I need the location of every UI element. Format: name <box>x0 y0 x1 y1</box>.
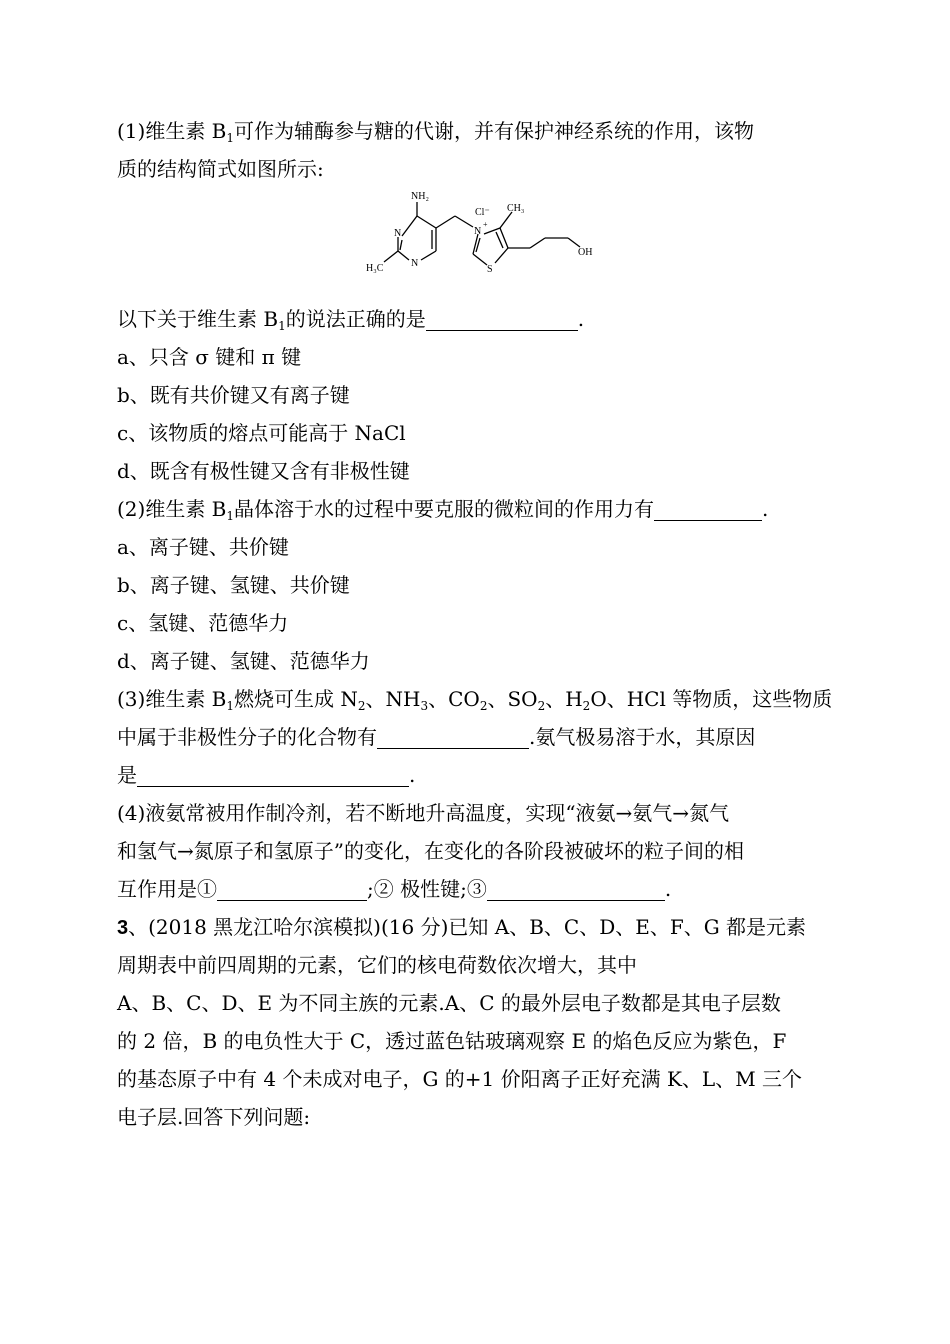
part4-line2: 和氢气→氮原子和氢原子”的变化，在变化的各阶段被破坏的粒子间的相 <box>117 839 744 863</box>
text: 是 <box>117 763 137 787</box>
subscript: 2 <box>582 699 591 713</box>
text: 互作用是① <box>117 877 217 901</box>
part1-question <box>117 300 837 338</box>
thiazole-n-label: N <box>474 226 482 237</box>
option: a、只含 σ 键和 π 键 <box>117 345 302 369</box>
text: . <box>577 307 585 331</box>
pyrimidine-n2-label: N <box>411 258 419 269</box>
text: . <box>409 763 416 787</box>
h3c-label: H₃C <box>366 263 384 274</box>
option: b、离子键、氢键、共价键 <box>117 573 350 597</box>
text: 可作为辅酶参与糖的代谢，并有保护神经系统的作用，该物 <box>234 119 755 143</box>
answer-blank[interactable] <box>377 726 529 749</box>
part3-line3 <box>117 756 837 794</box>
text: (3)维生素 B <box>117 687 227 711</box>
document-page <box>117 112 837 1136</box>
text: O、HCl 等物质，这些物质 <box>590 687 833 711</box>
text: 燃烧可生成 N <box>234 687 358 711</box>
text: . <box>762 497 769 521</box>
question-number: 3 <box>117 917 129 939</box>
option: d、离子键、氢键、范德华力 <box>117 649 370 673</box>
q3-line2: 周期表中前四周期的元素，它们的核电荷数依次增大，其中 <box>117 953 637 977</box>
answer-blank[interactable] <box>487 878 665 901</box>
subscript: 3 <box>420 699 429 713</box>
subscript: 2 <box>479 699 488 713</box>
part1-line2: 质的结构简式如图所示: <box>117 157 324 181</box>
part1-line1 <box>117 112 837 150</box>
subscript: 1 <box>226 699 235 713</box>
nh2-label: NH₂ <box>411 191 429 202</box>
option: b、既有共价键又有离子键 <box>117 383 350 407</box>
part2-question <box>117 490 837 528</box>
text: (1)维生素 B <box>117 119 227 143</box>
ch3-label: CH₃ <box>507 203 525 214</box>
sulfur-label: S <box>487 264 493 275</box>
text: .氨气极易溶于水，其原因 <box>529 725 756 749</box>
q3-line1 <box>117 908 837 946</box>
subscript: 1 <box>278 319 286 333</box>
option: c、氢键、范德华力 <box>117 611 289 635</box>
q3-line5: 的基态原子中有 4 个未成对电子，G 的+1 价阳离子正好充满 K、L、M 三个 <box>117 1067 803 1091</box>
q3-line3: A、B、C、D、E 为不同主族的元素.A、C 的最外层电子数都是其电子层数 <box>117 991 781 1015</box>
q3-line4: 的 2 倍，B 的电负性大于 C，透过蓝色钴玻璃观察 E 的焰色反应为紫色，F <box>117 1029 787 1053</box>
text: 、CO <box>428 687 480 711</box>
text: 中属于非极性分子的化合物有 <box>117 725 377 749</box>
subscript: 2 <box>357 699 366 713</box>
text: 、H <box>545 687 583 711</box>
thiamine-structure-figure <box>117 188 837 300</box>
chloride-label: Cl⁻ <box>475 207 490 218</box>
subscript: 1 <box>226 131 235 145</box>
subscript: 2 <box>537 699 546 713</box>
option: d、既含有极性键又含有非极性键 <box>117 459 410 483</box>
text: 、NH <box>365 687 421 711</box>
text: ;② 极性键;③ <box>367 877 487 901</box>
option: a、离子键、共价键 <box>117 535 289 559</box>
text: 、SO <box>487 687 538 711</box>
answer-blank[interactable] <box>217 878 367 901</box>
text: 的说法正确的是 <box>285 307 426 331</box>
text: 以下关于维生素 B <box>117 307 279 331</box>
pyrimidine-n1-label: N <box>394 228 402 239</box>
q3-line6: 电子层.回答下列问题: <box>117 1105 311 1129</box>
part4-line1: (4)液氨常被用作制冷剂，若不断地升高温度，实现“液氨→氨气→氮气 <box>117 801 730 825</box>
text: (2)维生素 B <box>117 497 227 521</box>
oh-label: OH <box>578 247 593 258</box>
part3-line2 <box>117 718 837 756</box>
answer-blank[interactable] <box>654 498 762 521</box>
part3-line1 <box>117 680 837 718</box>
answer-blank[interactable] <box>137 764 409 787</box>
text: 、(2018 黑龙江哈尔滨模拟)(16 分)已知 A、B、C、D、E、F、G 都是元素 <box>128 915 807 939</box>
text: . <box>664 877 672 901</box>
option: c、该物质的熔点可能高于 NaCl <box>117 421 406 445</box>
text: 晶体溶于水的过程中要克服的微粒间的作用力有 <box>234 497 655 521</box>
part4-line3 <box>117 870 837 908</box>
plus-charge-label: + <box>483 220 488 229</box>
answer-blank[interactable] <box>426 308 578 331</box>
subscript: 1 <box>226 509 235 523</box>
molecule-diagram <box>342 188 612 300</box>
